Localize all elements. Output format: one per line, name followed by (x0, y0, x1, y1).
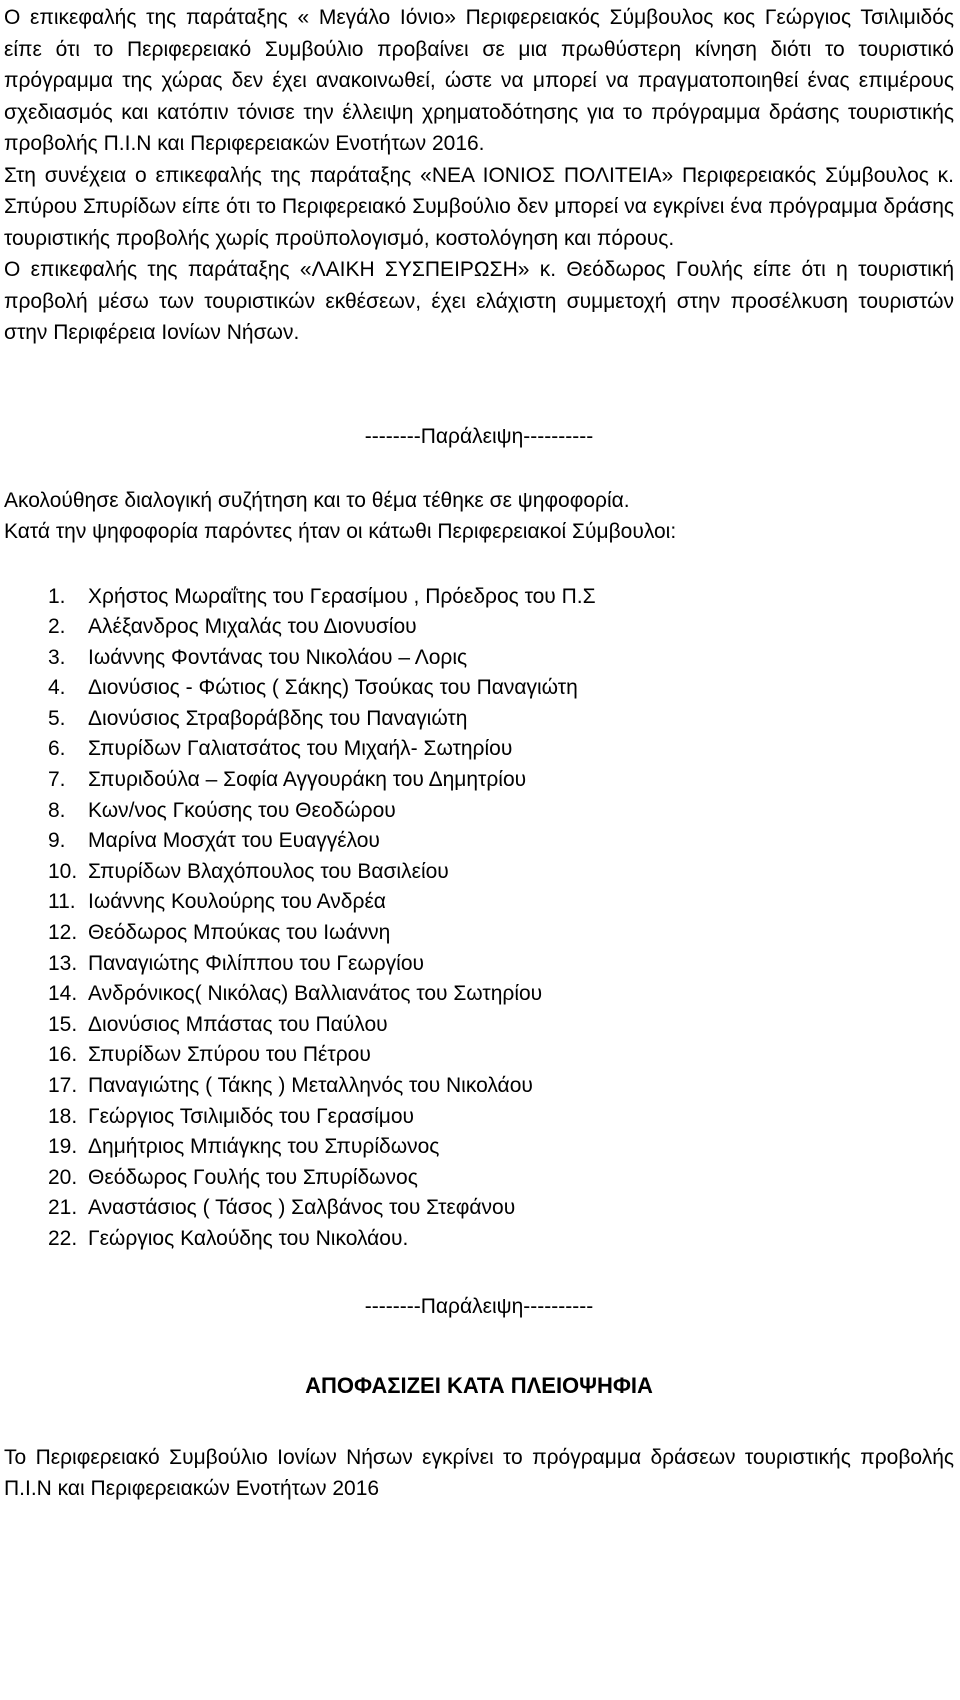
list-item (48, 1163, 954, 1194)
list-item (48, 765, 954, 796)
list-item-number: 19. (48, 1135, 78, 1159)
list-item-number: 6. (48, 737, 66, 761)
list-item (48, 1071, 954, 1102)
list-item (48, 582, 954, 613)
list-item-number: 18. (48, 1104, 78, 1128)
list-item (48, 826, 954, 857)
omission-separator: --------Παράλειψη---------- (364, 424, 594, 448)
list-item (48, 704, 954, 735)
list-item (48, 949, 954, 980)
list-item-number: 1. (48, 584, 66, 608)
discussion-line: Ακολούθησε διαλογική συζήτηση και το θέμα τέθηκε σε ψηφοφορία. (4, 488, 630, 512)
list-item-number: 22. (48, 1226, 78, 1250)
decision-title: ΑΠΟΦΑΣΙΖΕΙ ΚΑΤΑ ΠΛΕΙΟΨΗΦΙΑ (305, 1372, 653, 1398)
list-item (48, 1040, 954, 1071)
paragraph-nea-ionios-politeia: Στη συνέχεια ο επικεφαλής της παράταξης «ΝΕΑ ΙΟΝΙΟΣ ΠΟΛΙΤΕΙΑ» Περιφερειακός Σύμβουλος κ. Σπύρου Σπυρίδων είπε ότι το Περιφερειακό Συμβούλιο δεν μπορεί να εγκρίνει ένα πρόγραμμα δράσης τουριστικής προβολής χωρίς προϋπολογισμό, κοστολόγηση και πόρους. (4, 163, 954, 250)
list-item-number: 12. (48, 921, 78, 945)
list-item-number: 17. (48, 1074, 78, 1097)
list-item (48, 979, 954, 1010)
list-item-member-name: Ιωάννης Κουλούρης του Ανδρέα (88, 890, 386, 914)
list-item-member-name: Διονύσιος Στραβοράβδης του Παναγιώτη (88, 706, 468, 730)
list-item-number: 5. (48, 706, 66, 730)
list-item-number: 20. (48, 1165, 78, 1189)
list-item-number: 14. (48, 982, 78, 1006)
list-item (48, 796, 954, 827)
list-item-member-name: Χρήστος Μωραΐτης του Γερασίμου , Πρόεδρος του Π.Σ (88, 584, 596, 608)
list-item-member-name: Σπυρίδων Βλαχόπουλος του Βασιλείου (88, 859, 449, 883)
list-item-member-name: Κων/νος Γκούσης του Θεοδώρου (88, 798, 396, 822)
list-item-member-name: Αναστάσιος ( Τάσος ) Σαλβάνος του Στεφάνου (88, 1196, 516, 1220)
list-item-member-name: Διονύσιος Μπάστας του Παύλου (88, 1012, 388, 1036)
list-item-number: 21. (48, 1196, 78, 1220)
list-item (48, 857, 954, 888)
list-item (48, 1132, 954, 1163)
list-item (48, 643, 954, 674)
list-item (48, 612, 954, 643)
list-item-number: 11. (48, 890, 76, 914)
decision-text: Το Περιφερειακό Συμβούλιο Ιονίων Νήσων εγκρίνει το πρόγραμμα δράσεων τουριστικής προβολής Π.Ι.Ν και Περιφερειακών Ενοτήτων 2016 (4, 1445, 954, 1501)
list-item-number: 9. (48, 829, 66, 853)
list-item-member-name: Παναγιώτης Φιλίππου του Γεωργίου (88, 951, 424, 975)
list-item-number: 8. (48, 798, 66, 822)
list-item-number: 4. (48, 676, 66, 700)
list-item-member-name: Θεόδωρος Μπούκας του Ιωάννη (88, 921, 391, 945)
list-item (48, 673, 954, 704)
list-item-number: 7. (48, 768, 66, 792)
council-members-list (4, 582, 954, 1255)
list-item-member-name: Διονύσιος - Φώτιος ( Σάκης) Τσούκας του Παναγιώτη (88, 676, 578, 700)
list-item-number: 2. (48, 615, 66, 639)
list-item-number: 13. (48, 951, 78, 975)
list-item-number: 15. (48, 1012, 78, 1036)
list-item-member-name: Ανδρόνικος( Νικόλας) Βαλλιανάτος του Σωτηρίου (88, 982, 543, 1006)
list-item (48, 887, 954, 918)
list-item (48, 734, 954, 765)
list-item-member-name: Αλέξανδρος Μιχαλάς του Διονυσίου (88, 615, 417, 639)
list-item-member-name: Σπυρίδων Γαλιατσάτος του Μιχαήλ- Σωτηρίου (88, 737, 513, 761)
paragraph-laiki-syspeirosi: Ο επικεφαλής της παράταξης «ΛΑΙΚΗ ΣΥΣΠΕΙΡΩΣΗ» κ. Θεόδωρος Γουλής είπε ότι η τουριστική προβολή μέσω των τουριστικών εκθέσεων, έχει ελάχιστη συμμετοχή στην προσέλκυση τουριστών στην Περιφέρεια Ιονίων Νήσων. (4, 258, 954, 344)
list-item-member-name: Μαρίνα Μοσχάτ του Ευαγγέλου (88, 829, 380, 853)
list-item (48, 1193, 954, 1224)
list-item-member-name: Θεόδωρος Γουλής του Σπυρίδωνος (88, 1165, 418, 1189)
omission-separator: --------Παράλειψη---------- (364, 1294, 594, 1318)
list-item-number: 10. (48, 859, 78, 883)
vote-attendance-line: Κατά την ψηφοφορία παρόντες ήταν οι κάτωθι Περιφερειακοί Σύμβουλοι: (4, 520, 677, 543)
list-item-number: 16. (48, 1043, 78, 1067)
list-item-member-name: Παναγιώτης ( Τάκης ) Μεταλληνός του Νικολάου (88, 1074, 533, 1097)
list-item (48, 1102, 954, 1133)
list-item-member-name: Γεώργιος Τσιλιμιδός του Γερασίμου (88, 1104, 414, 1128)
list-item (48, 918, 954, 949)
list-item-member-name: Σπυρίδων Σπύρου του Πέτρου (88, 1043, 371, 1067)
list-item (48, 1224, 954, 1255)
paragraph-megalo-ionio: Ο επικεφαλής της παράταξης « Μεγάλο Ιόνιο» Περιφερειακός Σύμβουλος κος Γεώργιος Τσιλιμιδός είπε ότι το Περιφερειακό Συμβούλιο προβαίνει σε μια πρωθύστερη κίνηση διότι το τουριστικό πρόγραμμα της χώρας δεν έχει ανακοινωθεί, ώστε να μπορεί να πραγματοποιηθεί ένας επιμέρους σχεδιασμός και κατόπιν τόνισε την έλλειψη χρηματοδότησης για το πρόγραμμα δράσης τουριστικής προβολής Π.Ι.Ν και Περιφερειακών Ενοτήτων 2016. (4, 6, 954, 155)
list-item-member-name: Σπυριδούλα – Σοφία Αγγουράκη του Δημητρίου (88, 768, 527, 792)
list-item-member-name: Γεώργιος Καλούδης του Νικολάου. (88, 1226, 409, 1250)
list-item-number: 3. (48, 645, 66, 669)
list-item (48, 1010, 954, 1041)
list-item-member-name: Δημήτριος Μπιάγκης του Σπυρίδωνος (88, 1135, 440, 1159)
list-item-member-name: Ιωάννης Φοντάνας του Νικολάου – Λορις (88, 645, 468, 669)
